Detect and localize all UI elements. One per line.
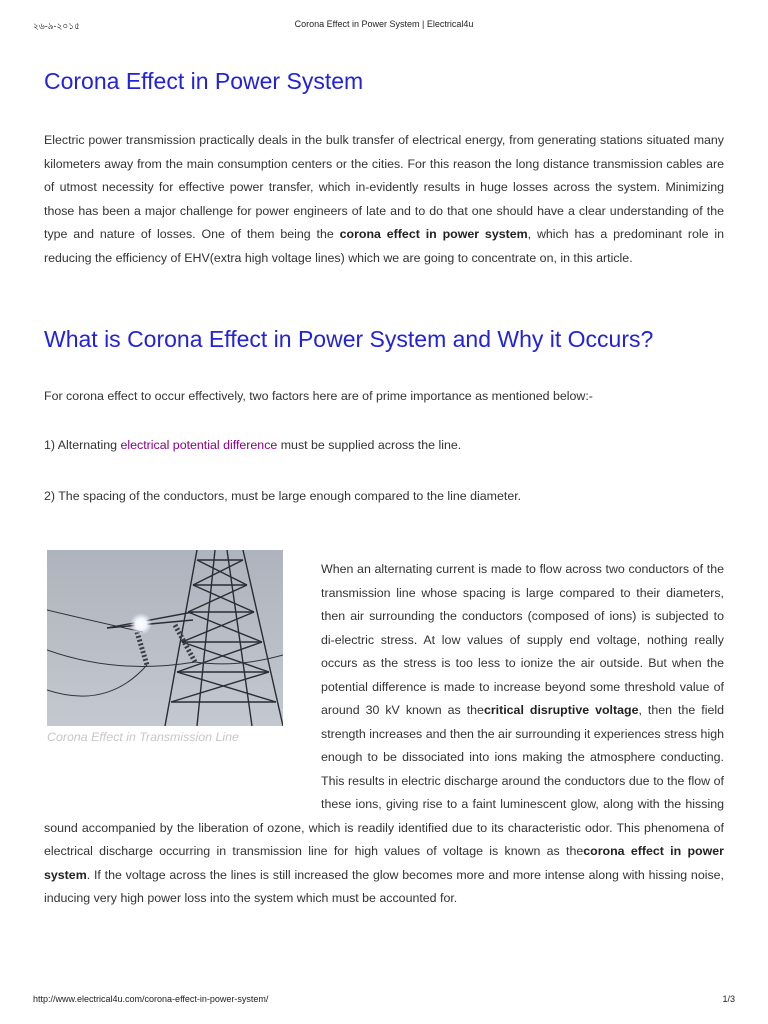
electrical-potential-difference-link[interactable]: electrical potential difference (120, 438, 278, 452)
intro-text-1: Electric power transmission practically deals in the bulk transfer of electrical energy, from generating stations situated many kilometers away from the main consumption centers or the cities. For this reason the long distance transmission cables are of utmost necessity for effective power transfer, which in-evidently results in huge losses across the system. Minimizing those has been a major challenge for power engineers of late and to do that one should have a clear understanding of the type and nature of losses. One of them being the (44, 133, 724, 241)
transmission-tower-photo (47, 550, 283, 726)
article-title: Corona Effect in Power System (44, 68, 364, 94)
transmission-line-figure (47, 550, 283, 744)
body-text-2: , then the field strength increases and then the air surrounding it experiences stress high enough to be dissociated into ions making the atmosphere conducting. This results in electric discharge around the conductors due to the flow of these ions, giving rise to a faint luminescent glow, along with the hissing sound accompanied by the liberation of ozone, which is readily identified due to its characteristic odor. This phenomena of electrical discharge occurring in transmission line for high values of voltage is known as the (44, 703, 724, 858)
factors-intro: For corona effect to occur effectively, two factors here are of prime importance as mentioned below:- (44, 389, 593, 403)
page-header (0, 19, 768, 33)
page-footer (0, 994, 768, 1008)
corona-effect-term: corona effect in power system (44, 844, 724, 882)
page-number: 1/3 (722, 994, 735, 1004)
intro-text-2: , which has a predominant role in reducing the efficiency of EHV(extra high voltage lines) which we are going to concentrate on, in this article. (44, 227, 724, 265)
body-text-1: When an alternating current is made to flow across two conductors of the transmission line whose spacing is large compared to their diameters, then air surrounding the conductors (composed of ions) is subjected to di-electric stress. At low values of supply end voltage, nothing really occurs as the stress is too less to ionize the air outside. But when the potential difference is made to increase beyond some threshold value of around 30 kV known as the (321, 562, 724, 717)
factor-2: 2) The spacing of the conductors, must be large enough compared to the line diameter. (44, 489, 522, 503)
factor-1-text-1: 1) Alternating (44, 438, 121, 452)
print-url: http://www.electrical4u.com/corona-effect-in-power-system/ (33, 994, 269, 1004)
factor-1-text-2: must be supplied across the line. (277, 438, 462, 452)
section-heading: What is Corona Effect in Power System and Why it Occurs? (44, 326, 654, 352)
body-text-3: . If the voltage across the lines is still increased the glow becomes more and more intense along with hissing noise, inducing very high power loss into the system which must be accounted for. (44, 867, 724, 905)
critical-disruptive-voltage-term: critical disruptive voltage (483, 703, 639, 717)
factor-1 (44, 434, 724, 458)
figure-caption: Corona Effect in Transmission Line (47, 730, 239, 744)
intro-paragraph (44, 129, 724, 270)
intro-bold-term: corona effect in power system (339, 227, 528, 241)
print-date: ২৬-৯-২০১৫ (33, 21, 80, 31)
print-title: Corona Effect in Power System | Electrical4u (294, 19, 474, 29)
